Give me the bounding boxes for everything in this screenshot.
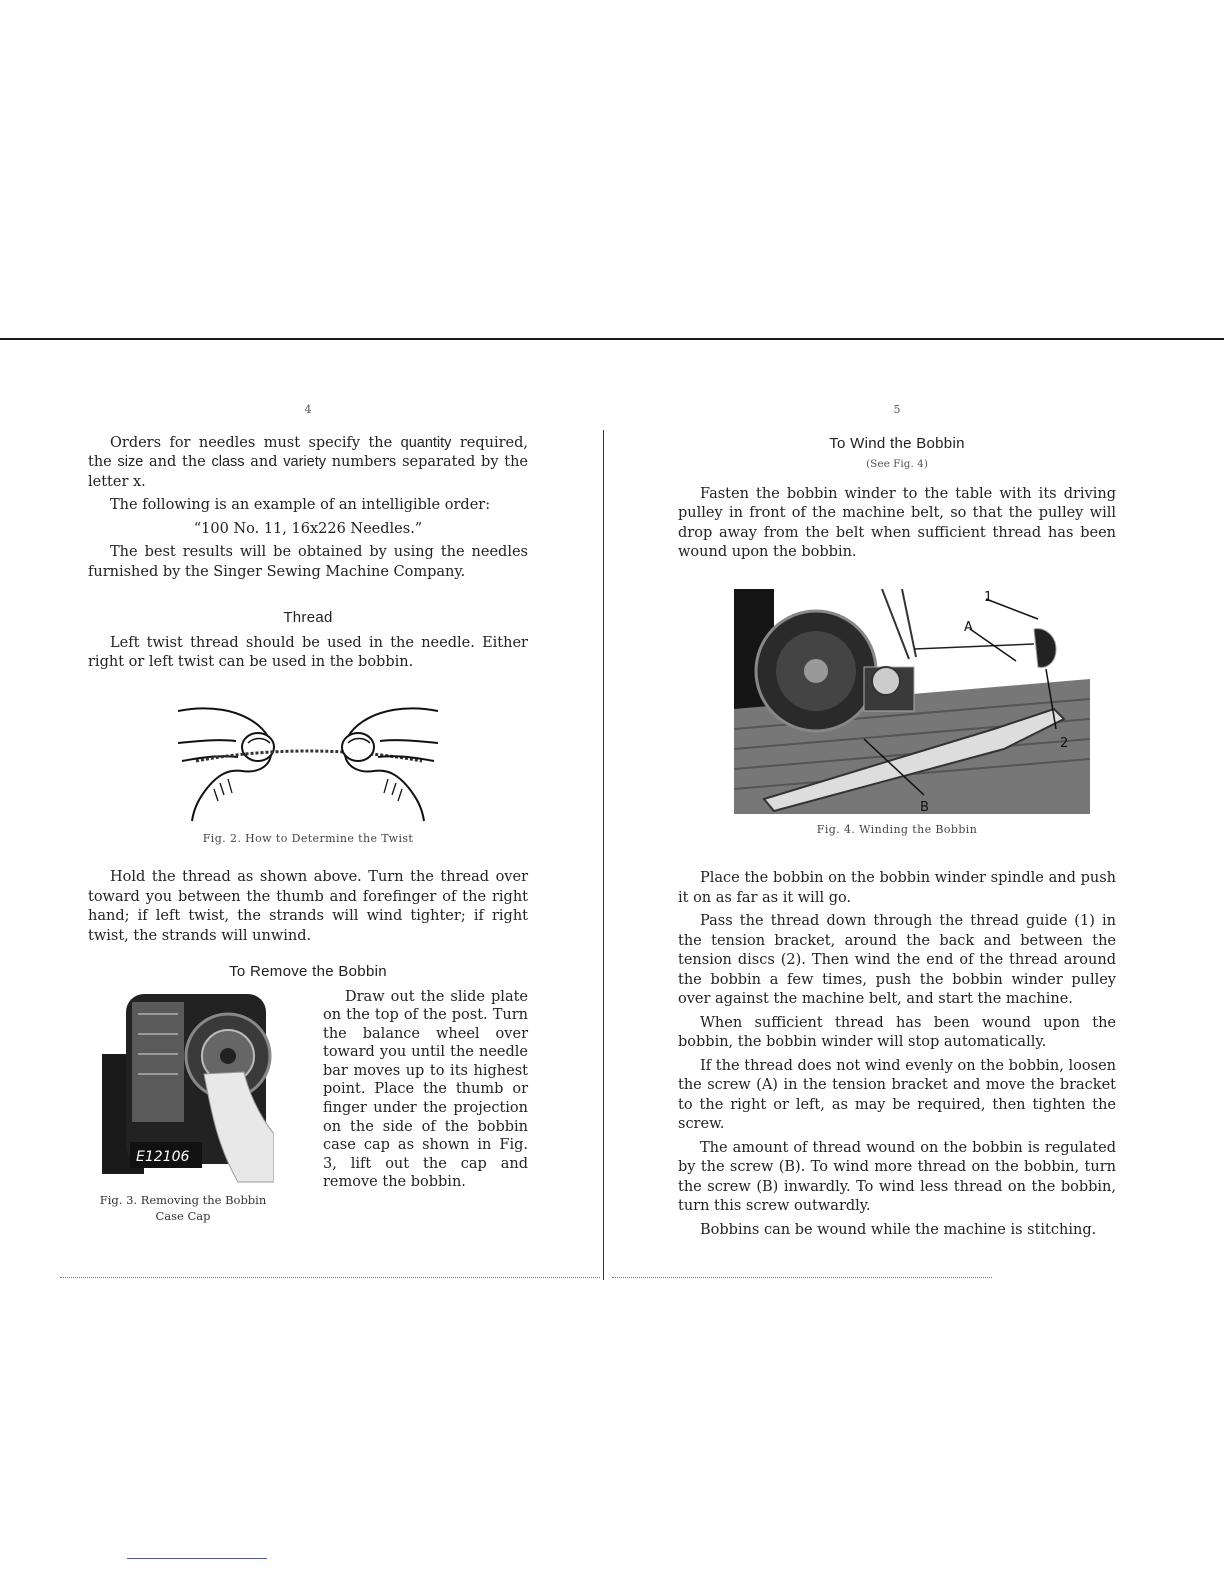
top-rule [0, 338, 1224, 340]
fig2-caption: Fig. 2. How to Determine the Twist [202, 831, 414, 845]
thread-heading: Thread [283, 609, 333, 626]
text-run: and the [143, 454, 212, 470]
needles-order-paragraph [88, 434, 528, 493]
bobbins-stitching-paragraph: Bobbins can be wound while the machine is stitching. [700, 1221, 1097, 1238]
right-page [678, 400, 1116, 1244]
remove-bobbin-text [323, 988, 528, 1197]
best-results-paragraph: The best results will be obtained by using the needles furnished by the Singer Sewing Machine Company. [88, 544, 528, 580]
example-intro: The following is an example of an intelligible order: [110, 497, 491, 513]
hold-thread-paragraph: Hold the thread as shown above. Turn the thread over toward you between the thumb and forefinger of the right hand; if left twist, the strands will wind tighter; if right twist, the strands will unwind. [88, 869, 528, 944]
bobbin-winder-photo [734, 589, 1090, 814]
text-run: Orders for needles must specify the [110, 434, 401, 451]
term-size: size [117, 454, 144, 470]
thread-paragraph: Left twist thread should be used in the needle. Either right or left twist can be used in the bobbin. [88, 634, 528, 670]
when-sufficient-paragraph: When sufficient thread has been wound upon the bobbin, the bobbin winder will stop automatically. [678, 1014, 1116, 1050]
bobbin-case-photo [88, 994, 274, 1184]
bottom-rule-left [60, 1277, 600, 1279]
remove-bobbin-heading: To Remove the Bobbin [229, 963, 387, 980]
pass-thread-paragraph: Pass the thread down through the thread guide (1) in the tension bracket, around the back and between the tension discs (2). Then wind the end of the thread around the bobbin a few times, push the bobbin winder pulley over against the machine belt, and start the machine. [678, 913, 1116, 1007]
bottom-rule-right [612, 1277, 992, 1279]
fig3-caption: Fig. 3. Removing the Bobbin Case Cap [99, 1192, 267, 1223]
place-bobbin-paragraph: Place the bobbin on the bobbin winder spindle and push it on as far as it will go. [678, 870, 1116, 906]
remove-bobbin-paragraph: Draw out the slide plate on the top of the post. Turn the balance wheel over toward you until the needle bar moves up to its highest point. Place the thumb or finger under the projection on the side of the bobbin case cap as shown in Fig. 3, lift out the cap and remove the bobbin. [323, 988, 528, 1191]
fig4-label-1: 1 [984, 589, 993, 605]
order-example: “100 No. 11, 16x226 Needles.” [193, 520, 423, 537]
left-page [88, 400, 528, 1223]
wind-bobbin-heading: To Wind the Bobbin [829, 434, 965, 452]
amount-paragraph: The amount of thread wound on the bobbin is regulated by the screw (B). To wind more thread on the bobbin, turn the screw (B) inwardly. To wind less thread on the bobbin, turn this screw outwardly. [678, 1139, 1116, 1214]
term-class: class [211, 454, 245, 470]
fig4-caption: Fig. 4. Winding the Bobbin [816, 822, 978, 836]
page-number-left: 4 [304, 403, 312, 416]
fig4-label-b: B [920, 799, 929, 814]
if-uneven-paragraph: If the thread does not wind evenly on the bobbin, loosen the screw (A) in the tension bracket and move the bracket to the right or left, as may be required, then tighten the screw. [678, 1057, 1116, 1132]
see-fig-note: (See Fig. 4) [866, 458, 928, 470]
text-run: and [244, 454, 284, 470]
fig4-label-2: 2 [1060, 735, 1069, 751]
gutter-rule [603, 430, 604, 1280]
blue-underline [127, 1558, 267, 1559]
remove-bobbin-section [88, 988, 528, 1223]
term-variety: variety [283, 454, 326, 470]
fig4-label-a: A [964, 619, 973, 635]
page-number-right: 5 [893, 403, 901, 416]
text-run: numbers separated by the letter x. [88, 454, 528, 490]
fig3-label: E12106 [136, 1148, 190, 1165]
fasten-paragraph: Fasten the bobbin winder to the table with its driving pulley in front of the machine belt, so that the pulley will drop away from the belt when sufficient thread has been wound upon the bobbin. [678, 485, 1116, 560]
text-run: required, the [88, 434, 528, 470]
term-quantity: quantity [400, 434, 452, 451]
twist-hands-figure [178, 703, 438, 823]
